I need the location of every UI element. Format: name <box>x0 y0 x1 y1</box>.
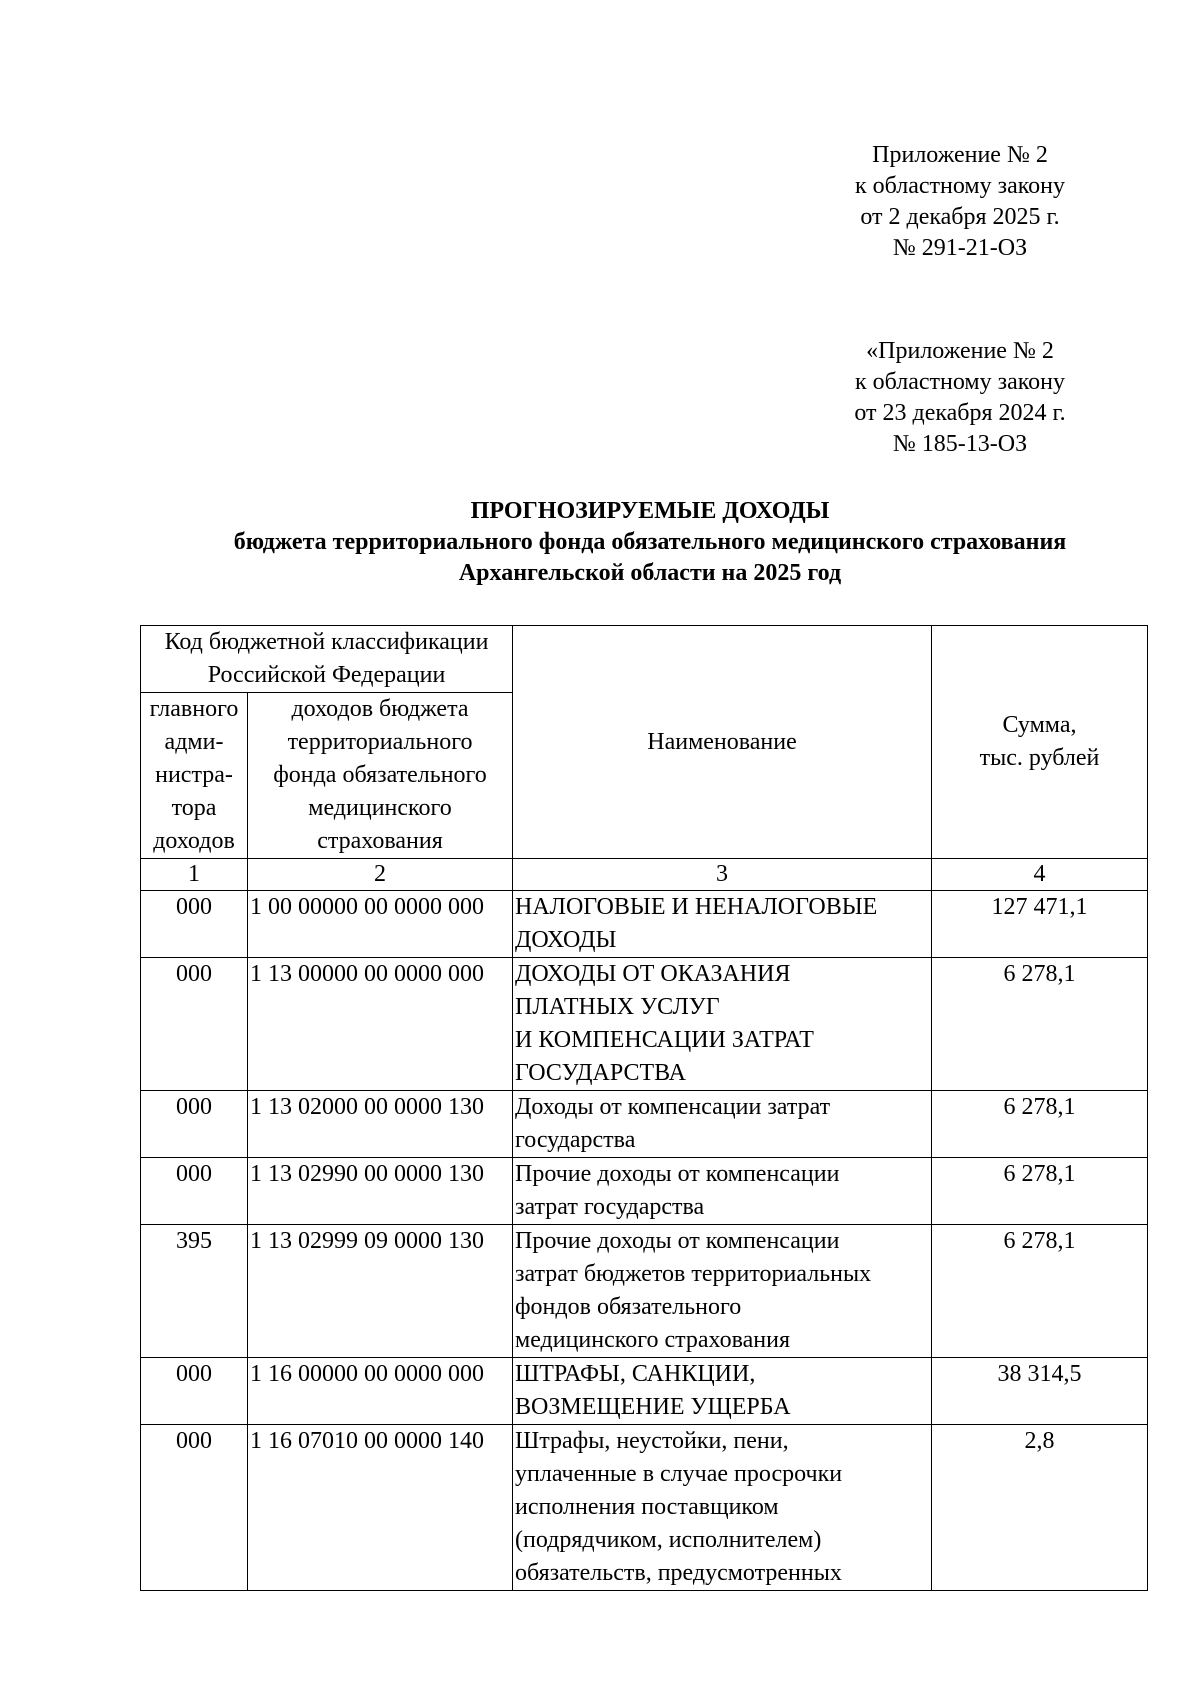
table-row <box>141 1091 1148 1158</box>
income-name: НАЛОГОВЫЕ И НЕНАЛОГОВЫЕ ДОХОДЫ <box>513 891 932 958</box>
income-sum: 6 278,1 <box>932 1225 1148 1358</box>
appendix-line: к областному закону <box>854 369 1066 395</box>
income-code: 1 16 07010 00 0000 140 <box>248 1425 513 1591</box>
income-sum: 2,8 <box>932 1425 1148 1591</box>
income-code: 1 13 00000 00 0000 000 <box>248 958 513 1091</box>
admin-code: 000 <box>141 958 248 1091</box>
appendix-line: к областному закону <box>854 173 1066 199</box>
table-row <box>141 958 1148 1091</box>
income-name: ШТРАФЫ, САНКЦИИ, ВОЗМЕЩЕНИЕ УЩЕРБА <box>513 1358 932 1425</box>
income-sum: 6 278,1 <box>932 958 1148 1091</box>
appendix-original-law <box>810 336 1110 460</box>
income-sum: 127 471,1 <box>932 891 1148 958</box>
table-row <box>141 891 1148 958</box>
table-row <box>141 1225 1148 1358</box>
income-sum: 6 278,1 <box>932 1158 1148 1225</box>
column-number: 2 <box>248 859 513 891</box>
title-line-1: ПРОГНОЗИРУЕМЫЕ ДОХОДЫ <box>470 498 830 524</box>
table-row <box>141 1425 1148 1591</box>
header-row-1 <box>141 626 1148 693</box>
column-number: 1 <box>141 859 248 891</box>
appendix-line: № 291-21-ОЗ <box>892 235 1028 261</box>
header-admin: главного адми- нистра- тора доходов <box>141 693 248 859</box>
document-title <box>100 496 1200 589</box>
column-number: 4 <box>932 859 1148 891</box>
admin-code: 000 <box>141 1425 248 1591</box>
admin-code: 000 <box>141 1358 248 1425</box>
income-code: 1 13 02990 00 0000 130 <box>248 1158 513 1225</box>
column-number: 3 <box>513 859 932 891</box>
admin-code: 000 <box>141 1158 248 1225</box>
admin-code: 000 <box>141 891 248 958</box>
header-income-code: доходов бюджета территориального фонда обязательного медицинского страхования <box>248 693 513 859</box>
column-number-row <box>141 859 1148 891</box>
table-row <box>141 1358 1148 1425</box>
income-name: Прочие доходы от компенсации затрат государства <box>513 1158 932 1225</box>
income-name: Доходы от компенсации затрат государства <box>513 1091 932 1158</box>
income-name: ДОХОДЫ ОТ ОКАЗАНИЯ ПЛАТНЫХ УСЛУГ И КОМПЕНСАЦИИ ЗАТРАТ ГОСУДАРСТВА <box>513 958 932 1091</box>
income-code: 1 16 00000 00 0000 000 <box>248 1358 513 1425</box>
income-code: 1 13 02999 09 0000 130 <box>248 1225 513 1358</box>
appendix-line: № 185-13-ОЗ <box>892 431 1028 457</box>
income-code: 1 00 00000 00 0000 000 <box>248 891 513 958</box>
income-name: Прочие доходы от компенсации затрат бюджетов территориальных фондов обязательного медицинского страхования <box>513 1225 932 1358</box>
title-line-2: бюджета территориального фонда обязательного медицинского страхования <box>233 529 1067 555</box>
title-line-3: Архангельской области на 2025 год <box>458 560 842 586</box>
appendix-line: Приложение № 2 <box>872 142 1048 168</box>
appendix-amending-law <box>810 140 1110 264</box>
table-row <box>141 1158 1148 1225</box>
income-sum: 38 314,5 <box>932 1358 1148 1425</box>
header-code-group: Код бюджетной классификации Российской Федерации <box>141 626 513 693</box>
income-sum: 6 278,1 <box>932 1091 1148 1158</box>
income-name: Штрафы, неустойки, пени, уплаченные в случае просрочки исполнения поставщиком (подрядчиком, исполнителем) обязательств, предусмотренных <box>513 1425 932 1591</box>
appendix-line: от 2 декабря 2025 г. <box>860 204 1060 230</box>
appendix-line: «Приложение № 2 <box>866 338 1054 364</box>
admin-code: 000 <box>141 1091 248 1158</box>
header-name: Наименование <box>513 626 932 859</box>
income-table <box>140 625 1148 1591</box>
header-sum: Сумма, тыс. рублей <box>932 626 1148 859</box>
admin-code: 395 <box>141 1225 248 1358</box>
income-code: 1 13 02000 00 0000 130 <box>248 1091 513 1158</box>
appendix-line: от 23 декабря 2024 г. <box>854 400 1066 426</box>
